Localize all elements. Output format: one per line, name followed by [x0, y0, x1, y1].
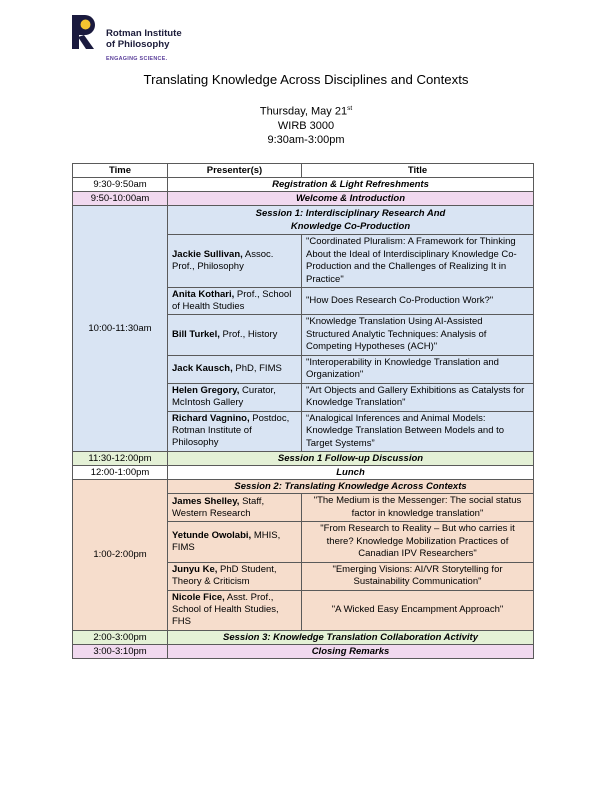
- presenter: Yetunde Owolabi, MHIS, FIMS: [168, 522, 302, 563]
- session-2-heading-row: [73, 480, 534, 494]
- presenter: James Shelley, Staff, Western Research: [168, 494, 302, 522]
- session-1-heading: Session 1: Interdisciplinary Research And Knowledge Co-Production: [168, 206, 534, 235]
- talk-title: "Coordinated Pluralism: A Framework for Thinking About the Ideal of Interdisciplinary Knowledge Co-Production and the Challenges of Realizing It in Practice": [302, 235, 534, 288]
- event-details: [0, 102, 612, 147]
- presenter: Anita Kothari, Prof., School of Health Studies: [168, 288, 302, 315]
- row-time: 9:30-9:50am: [73, 178, 168, 192]
- row-time: 12:00-1:00pm: [73, 466, 168, 480]
- column-header-time: Time: [73, 164, 168, 178]
- talk-title: "The Medium is the Messenger: The social status factor in knowledge translation": [302, 494, 534, 522]
- schedule-table: [72, 163, 534, 659]
- row-time: 11:30-12:00pm: [73, 452, 168, 466]
- rotman-r-logo-icon: [72, 15, 98, 49]
- table-row-registration: [73, 178, 534, 192]
- presenter: Richard Vagnino, Postdoc, Rotman Institute of Philosophy: [168, 411, 302, 452]
- talk-title: “Analogical Inferences and Animal Models: Knowledge Translation Between Models and to Target Systems”: [302, 411, 534, 452]
- table-row-follow-up: [73, 452, 534, 466]
- row-event: Session 1 Follow-up Discussion: [168, 452, 534, 466]
- row-time: 9:50-10:00am: [73, 192, 168, 206]
- row-event: Closing Remarks: [168, 644, 534, 658]
- table-header-row: [73, 164, 534, 178]
- presenter: Jack Kausch, PhD, FIMS: [168, 355, 302, 383]
- session-1-time: 10:00-11:30am: [73, 206, 168, 452]
- event-hours: 9:30am-3:00pm: [267, 133, 345, 146]
- talk-title: "Knowledge Translation Using AI-Assisted Structured Analytic Techniques: Analysis of Competing Hypotheses (ACH)": [302, 315, 534, 356]
- presenter: Bill Turkel, Prof., History: [168, 315, 302, 356]
- presenter: Nicole Fice, Asst. Prof., School of Health Studies, FHS: [168, 590, 302, 630]
- table-row-closing: [73, 644, 534, 658]
- session-2-heading: Session 2: Translating Knowledge Across Contexts: [168, 480, 534, 494]
- presenter: Jackie Sullivan, Assoc. Prof., Philosophy: [168, 235, 302, 288]
- row-time: 3:00-3:10pm: [73, 644, 168, 658]
- row-time: 2:00-3:00pm: [73, 630, 168, 644]
- event-date: Thursday, May 21st: [259, 105, 353, 118]
- institute-logo: [72, 15, 202, 65]
- logo-name: Rotman Institute of Philosophy: [106, 28, 182, 50]
- presenter: Junyu Ke, PhD Student, Theory & Criticism: [168, 562, 302, 590]
- row-event: Lunch: [168, 466, 534, 480]
- row-event: Welcome & Introduction: [168, 192, 534, 206]
- talk-title: "A Wicked Easy Encampment Approach": [302, 590, 534, 630]
- presenter: Helen Gregory, Curator, McIntosh Gallery: [168, 383, 302, 411]
- row-event: Session 3: Knowledge Translation Collaboration Activity: [168, 630, 534, 644]
- table-row-lunch: [73, 466, 534, 480]
- logo-tagline: ENGAGING SCIENCE.: [106, 56, 168, 62]
- talk-title: "From Research to Reality – But who carries it there? Knowledge Mobilization Practices of Canadian IPV Researchers": [302, 522, 534, 563]
- session-1-heading-row: [73, 206, 534, 235]
- table-row-session-3: [73, 630, 534, 644]
- page-title: Translating Knowledge Across Disciplines and Contexts: [143, 72, 469, 87]
- talk-title: "Emerging Visions: AI/VR Storytelling for Sustainability Communication": [302, 562, 534, 590]
- talk-title: "Art Objects and Gallery Exhibitions as Catalysts for Knowledge Translation": [302, 383, 534, 411]
- table-row-welcome: [73, 192, 534, 206]
- column-header-title: Title: [302, 164, 534, 178]
- talk-title: "Interoperability in Knowledge Translation and Organization": [302, 355, 534, 383]
- event-location: WIRB 3000: [277, 119, 335, 132]
- column-header-presenters: Presenter(s): [168, 164, 302, 178]
- talk-title: "How Does Research Co-Production Work?": [302, 288, 534, 315]
- session-2-time: 1:00-2:00pm: [73, 480, 168, 631]
- row-event: Registration & Light Refreshments: [168, 178, 534, 192]
